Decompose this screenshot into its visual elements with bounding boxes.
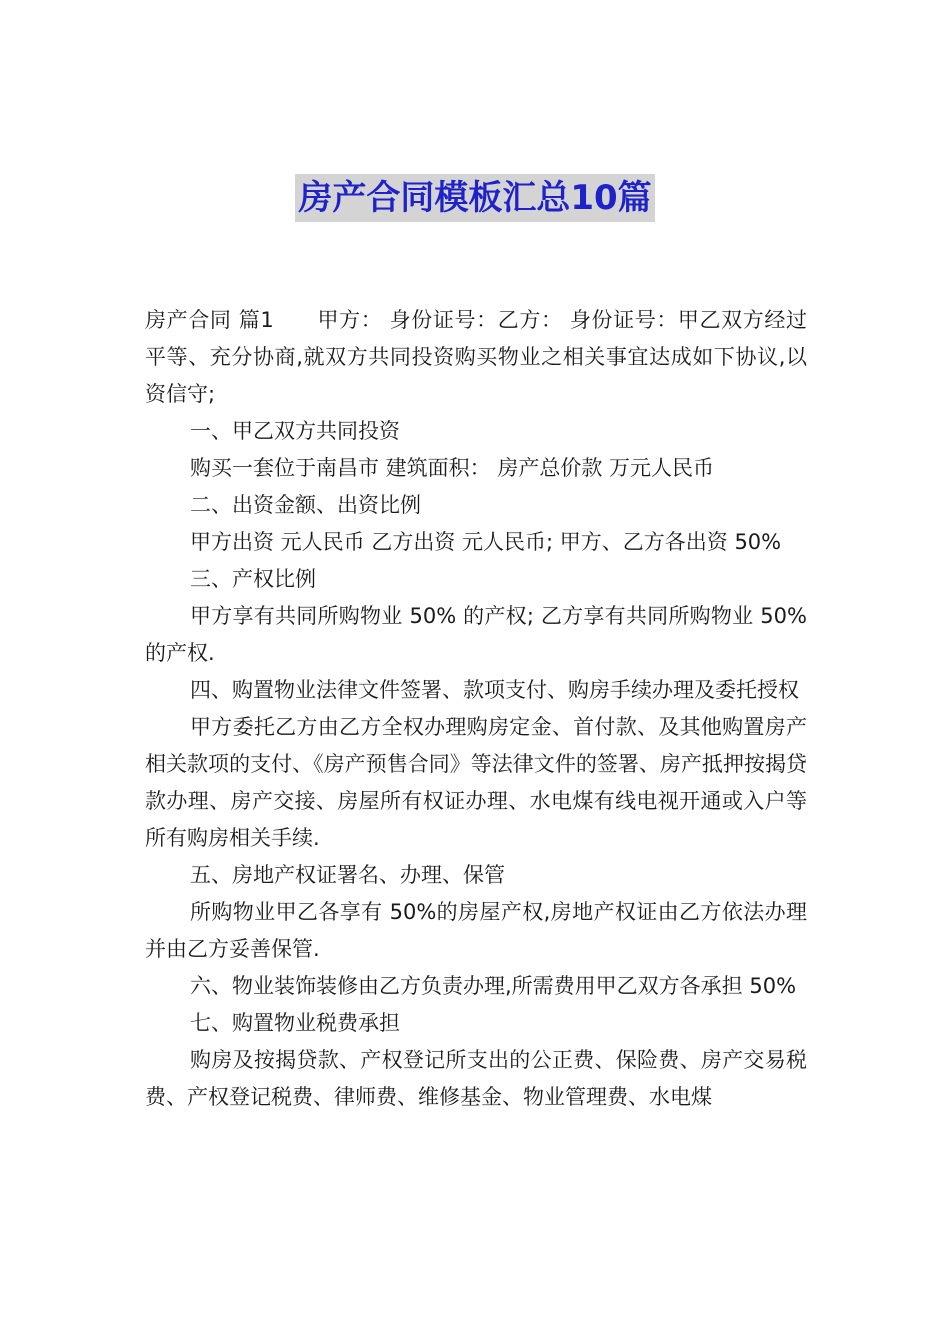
section-heading-2: 二、出资金额、出资比例: [190, 493, 421, 517]
paragraph-7: 购房及按揭贷款、产权登记所支出的公正费、保险费、房产交易税费、产权登记税费、律师费、维修基金、物业管理费、水电煤: [145, 1048, 807, 1109]
paragraph-2: 甲方出资 元人民币 乙方出资 元人民币; 甲方、乙方各出资 50%: [190, 530, 782, 554]
paragraph-4: 甲方委托乙方由乙方全权办理购房定金、首付款、及其他购置房产相关款项的支付、《房产预售合同》等法律文件的签署、房产抵押按揭贷款办理、房产交接、房屋所有权证办理、水电煤有线电视开通或入户等所有购房相关手续.: [145, 715, 807, 850]
paragraph-5: 所购物业甲乙各享有 50%的房屋产权,房地产权证由乙方依法办理并由乙方妥善保管.: [145, 900, 807, 961]
section-heading-4: 四、购置物业法律文件签署、款项支付、购房手续办理及委托授权: [190, 678, 799, 702]
paragraph-3: 甲方享有共同所购物业 50% 的产权; 乙方享有共同所购物业 50% 的产权.: [145, 604, 807, 665]
document-title: 房产合同模板汇总10篇: [295, 174, 654, 222]
section-heading-5: 五、房地产权证署名、办理、保管: [190, 863, 505, 887]
paragraph-intro: 房产合同 篇1 甲方： 身份证号：乙方： 身份证号：甲乙双方经过平等、充分协商,就双方共同投资购买物业之相关事宜达成如下协议,以资信守;: [145, 308, 807, 406]
title-container: [0, 174, 950, 222]
section-heading-6: 六、物业装饰装修由乙方负责办理,所需费用甲乙双方各承担 50%: [190, 974, 797, 998]
document-body: [145, 302, 807, 1116]
section-heading-1: 一、甲乙双方共同投资: [190, 419, 400, 443]
section-heading-3: 三、产权比例: [190, 567, 316, 591]
paragraph-1: 购买一套位于南昌市 建筑面积： 房产总价款 万元人民币: [190, 456, 715, 480]
section-heading-7: 七、购置物业税费承担: [190, 1011, 400, 1035]
